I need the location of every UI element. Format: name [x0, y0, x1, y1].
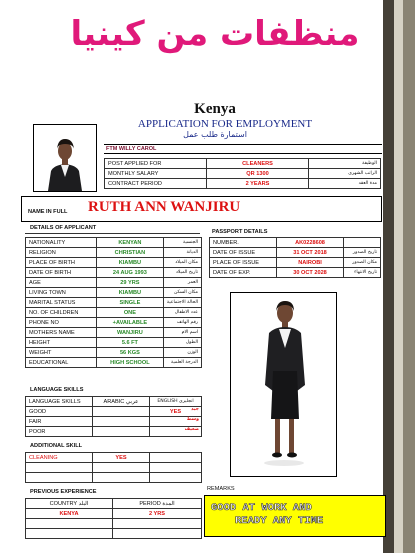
- details-label: DATE OF BIRTH: [26, 268, 97, 278]
- language-arabic-value: [93, 407, 150, 417]
- table-row: [26, 298, 202, 308]
- table-row: [210, 268, 381, 278]
- passport-value: NAIROBI: [277, 258, 344, 268]
- table-row: [26, 318, 202, 328]
- details-value: ONE: [96, 308, 163, 318]
- empty-cell: [150, 463, 202, 473]
- details-arabic: اسم الام: [163, 328, 201, 338]
- table-row: [26, 348, 202, 358]
- contract-value: 2 YEARS: [207, 179, 309, 189]
- table-row: [210, 258, 381, 268]
- table-row: [26, 427, 202, 437]
- table-row: [26, 463, 202, 473]
- details-label: NO. OF CHILDREN: [26, 308, 97, 318]
- details-label: HEIGHT: [26, 338, 97, 348]
- additional-table: [25, 452, 202, 483]
- language-level-arabic: وسط: [186, 417, 199, 422]
- details-label: RELIGION: [26, 248, 97, 258]
- details-arabic: العمر: [163, 278, 201, 288]
- empty-cell: [26, 473, 93, 483]
- empty-cell: [26, 519, 113, 529]
- passport-arabic: تاريخ الانتهاء: [344, 268, 381, 278]
- applicant-photo-full: [230, 292, 337, 477]
- passport-label: PLACE OF ISSUE: [210, 258, 277, 268]
- language-level-label: FAIR: [26, 417, 93, 427]
- post-label: POST APPLIED FOR: [105, 159, 207, 169]
- details-table: [25, 237, 202, 368]
- table-row: [105, 179, 381, 189]
- contract-arabic: مدة العقد: [309, 179, 381, 189]
- remarks-label: REMARKS: [207, 486, 235, 492]
- remarks-text: [211, 502, 323, 528]
- table-row: [26, 473, 202, 483]
- passport-label: DATE OF ISSUE: [210, 248, 277, 258]
- passport-value: AK0228608: [277, 238, 344, 248]
- table-row: [210, 238, 381, 248]
- post-arabic: الوظيفة: [309, 159, 381, 169]
- language-level-label: GOOD: [26, 407, 93, 417]
- table-row: [26, 519, 202, 529]
- details-label: NATIONALITY: [26, 238, 97, 248]
- table-row: [105, 169, 381, 179]
- details-value: CHRISTIAN: [96, 248, 163, 258]
- table-row: [26, 278, 202, 288]
- experience-period: 2 YRS: [113, 509, 202, 519]
- language-arabic-value: [93, 427, 150, 437]
- arabic-title: منظفات من كينيا: [70, 14, 360, 54]
- details-value: 29 YRS: [96, 278, 163, 288]
- empty-cell: [26, 529, 113, 539]
- details-value: WANJIRU: [96, 328, 163, 338]
- table-row: [26, 417, 202, 427]
- experience-title: PREVIOUS EXPERIENCE: [30, 489, 97, 495]
- passport-label: NUMBER.: [210, 238, 277, 248]
- empty-cell: [113, 519, 202, 529]
- agent-name: FTM WILLY CAROL: [104, 144, 382, 154]
- passport-label: DATE OF EXP.: [210, 268, 277, 278]
- table-row: [210, 248, 381, 258]
- table-row: [26, 453, 202, 463]
- remarks-box: [204, 495, 386, 537]
- details-divider: [25, 233, 200, 234]
- details-arabic: الجنسية: [163, 238, 201, 248]
- additional-skill-label: CLEANING: [26, 453, 93, 463]
- language-head-english: ENGLISH انجليزي: [150, 397, 202, 407]
- details-value: +AVAILABLE: [96, 318, 163, 328]
- passport-table: [209, 237, 381, 278]
- details-arabic: مكان السكن: [163, 288, 201, 298]
- country-title: Kenya: [194, 101, 236, 117]
- details-label: AGE: [26, 278, 97, 288]
- details-value: SINGLE: [96, 298, 163, 308]
- table-row: [26, 248, 202, 258]
- details-arabic: تاريخ الميلاد: [163, 268, 201, 278]
- language-english-value: YES جيد: [150, 407, 202, 417]
- empty-cell: [26, 463, 93, 473]
- details-arabic: عدد الاطفال: [163, 308, 201, 318]
- details-label: WEIGHT: [26, 348, 97, 358]
- empty-cell: [113, 529, 202, 539]
- details-arabic: الطول: [163, 338, 201, 348]
- details-value: 24 AUG 1993: [96, 268, 163, 278]
- details-value: HIGH SCHOOL: [96, 358, 163, 368]
- side-decoration-edge: [403, 0, 415, 553]
- details-label: LIVING TOWN: [26, 288, 97, 298]
- passport-value: 31 OCT 2018: [277, 248, 344, 258]
- experience-table: [25, 498, 202, 539]
- experience-head-country: COUNTRY البلد: [26, 499, 113, 509]
- empty-cell: [93, 463, 150, 473]
- table-row: [26, 288, 202, 298]
- language-title: LANGUAGE SKILLS: [30, 387, 84, 393]
- details-label: PHONE NO: [26, 318, 97, 328]
- table-row: [105, 159, 381, 169]
- language-table: [25, 396, 202, 437]
- details-arabic: مكان الميلاد: [163, 258, 201, 268]
- table-row: [26, 338, 202, 348]
- details-value: KIAMBU: [96, 258, 163, 268]
- table-row: [26, 499, 202, 509]
- table-row: [26, 397, 202, 407]
- language-english-value: [150, 427, 202, 437]
- table-row: [26, 529, 202, 539]
- full-name-value: RUTH ANN WANJIRU: [88, 199, 241, 215]
- language-level-arabic: ضعيف: [184, 427, 199, 432]
- details-value: 56 KGS: [96, 348, 163, 358]
- details-label: MOTHERS NAME: [26, 328, 97, 338]
- table-row: [26, 238, 202, 248]
- table-row: [26, 268, 202, 278]
- details-arabic: الدرجة العلمية: [163, 358, 201, 368]
- details-value: 5.6 FT: [96, 338, 163, 348]
- language-arabic-value: [93, 417, 150, 427]
- full-name-box: [21, 196, 382, 222]
- table-row: [26, 407, 202, 417]
- full-name-label: NAME IN FULL: [28, 209, 68, 215]
- empty-cell: [93, 473, 150, 483]
- details-arabic: رقم الهاتف: [163, 318, 201, 328]
- salary-arabic: الراتب الشهري: [309, 169, 381, 179]
- language-level-label: POOR: [26, 427, 93, 437]
- table-row: [26, 358, 202, 368]
- passport-arabic: تاريخ الصدور: [344, 248, 381, 258]
- application-title-arabic: استمارة طلب عمل: [183, 130, 247, 139]
- details-title: DETAILS OF APPLICANT: [30, 225, 97, 231]
- details-label: EDUCATIONAL: [26, 358, 97, 368]
- table-row: [26, 308, 202, 318]
- experience-country: KENYA: [26, 509, 113, 519]
- contract-label: CONTRACT PERIOD: [105, 179, 207, 189]
- post-table: [104, 158, 381, 189]
- remarks-line-2: READY ANY TIME: [235, 515, 324, 527]
- salary-label: MONTHLY SALARY: [105, 169, 207, 179]
- passport-arabic: [344, 238, 381, 248]
- empty-cell: [150, 473, 202, 483]
- details-value: KIAMBU: [96, 288, 163, 298]
- remarks-line-1: GOOD AT WORK AND: [211, 502, 312, 514]
- applicant-photo-small: [33, 124, 97, 192]
- language-level-arabic: جيد: [191, 407, 199, 412]
- passport-title: PASSPORT DETAILS: [212, 229, 268, 235]
- details-label: MARITAL STATUS: [26, 298, 97, 308]
- table-row: [26, 258, 202, 268]
- post-value: CLEANERS: [207, 159, 309, 169]
- table-row: [26, 328, 202, 338]
- application-title: APPLICATION FOR EMPLOYMENT: [137, 118, 313, 130]
- details-label: PLACE OF BIRTH: [26, 258, 97, 268]
- passport-value: 30 OCT 2028: [277, 268, 344, 278]
- salary-value: QR 1300: [207, 169, 309, 179]
- additional-skill-extra: [150, 453, 202, 463]
- language-english-value: [150, 417, 202, 427]
- language-head-arabic: ARABIC عربي: [93, 397, 150, 407]
- additional-skill-value: YES: [93, 453, 150, 463]
- language-head-label: LANGUAGE SKILLS: [26, 397, 93, 407]
- passport-arabic: مكان الصدور: [344, 258, 381, 268]
- additional-title: ADDITIONAL SKILL: [30, 443, 83, 449]
- details-arabic: الحالة الاجتماعية: [163, 298, 201, 308]
- details-value: KENYAN: [96, 238, 163, 248]
- details-arabic: الديانة: [163, 248, 201, 258]
- experience-head-period: PERIOD المدة: [113, 499, 202, 509]
- table-row: [26, 509, 202, 519]
- details-arabic: الوزن: [163, 348, 201, 358]
